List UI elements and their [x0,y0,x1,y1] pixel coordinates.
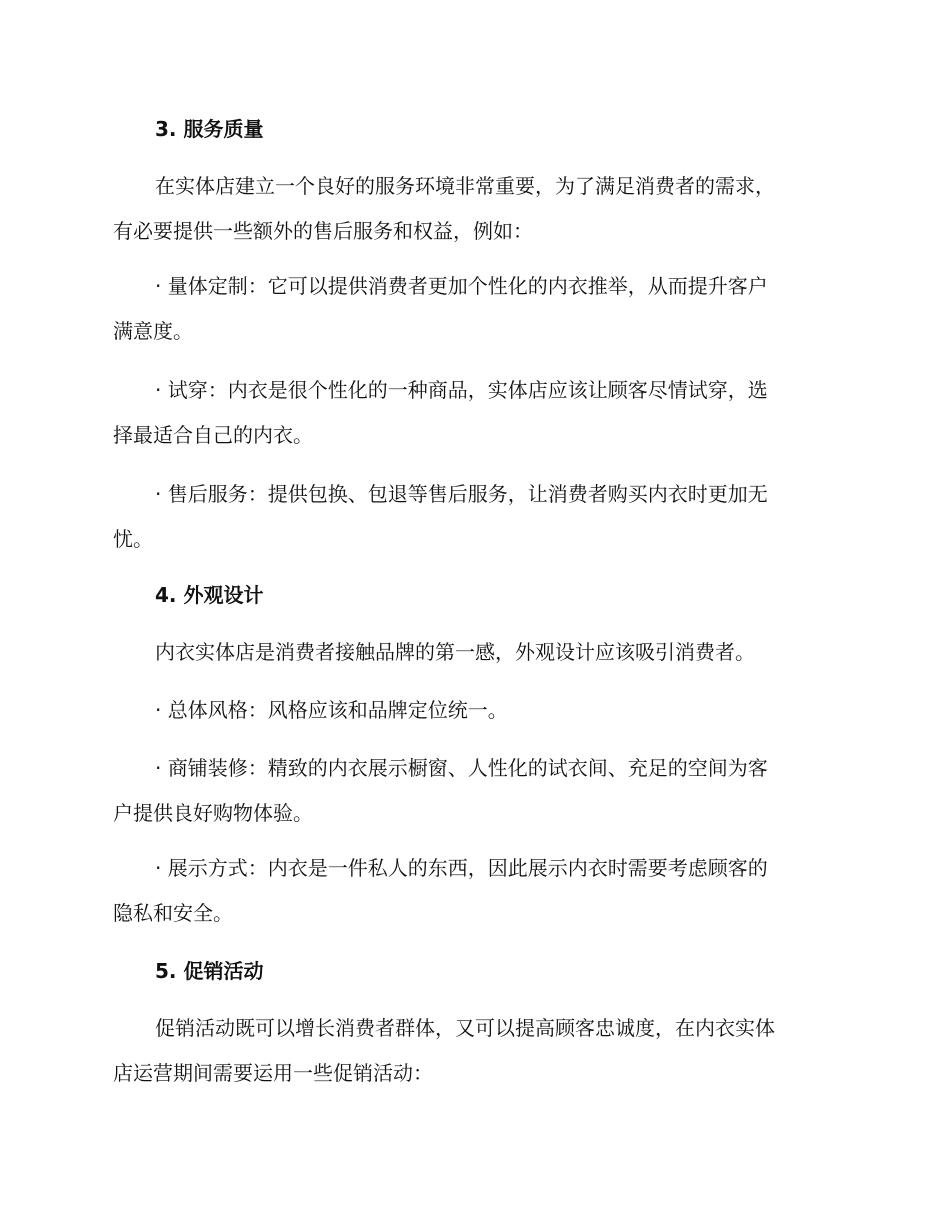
bullet-item-display-method [113,846,833,936]
paragraph-line: 有必要提供一些额外的售后服务和权益，例如： [113,219,533,243]
paragraph-line: 促销活动既可以增长消费者群体，又可以提高顾客忠诚度，在内衣实体 [155,1016,775,1040]
bullet-item-overall-style [113,688,833,733]
paragraph-line: 店运营期间需要运用一些促销活动： [113,1061,433,1085]
paragraph [113,1006,833,1096]
bullet-item-after-sales [113,472,833,562]
paragraph-line: 满意度。 [113,319,193,343]
bullet-item-try-on [113,368,833,458]
paragraph-line: · 商铺装修：精致的内衣展示橱窗、人性化的试衣间、充足的空间为客 [155,756,768,780]
paragraph [113,630,833,675]
paragraph-line: · 展示方式：内衣是一件私人的东西，因此展示内衣时需要考虑顾客的 [155,856,768,880]
paragraph-line: 内衣实体店是消费者接触品牌的第一感，外观设计应该吸引消费者。 [155,640,755,664]
paragraph-line: 户提供良好购物体验。 [113,801,313,825]
paragraph [113,164,833,254]
paragraph-line: 在实体店建立一个良好的服务环境非常重要，为了满足消费者的需求， [155,174,775,198]
paragraph-line: · 总体风格：风格应该和品牌定位统一。 [155,698,508,722]
section-heading-exterior-design: 4. 外观设计 [155,583,264,607]
paragraph-line: 忧。 [113,527,153,551]
paragraph-line: · 量体定制：它可以提供消费者更加个性化的内衣推举，从而提升客户 [155,274,768,298]
section-heading-promotions: 5. 促销活动 [155,959,264,983]
paragraph-line: 隐私和安全。 [113,901,233,925]
paragraph-line: · 售后服务：提供包换、包退等售后服务，让消费者购买内衣时更加无 [155,482,768,506]
bullet-item-store-decoration [113,746,833,836]
paragraph-line: · 试穿：内衣是很个性化的一种商品，实体店应该让顾客尽情试穿，选 [155,378,768,402]
section-heading-service-quality: 3. 服务质量 [155,117,264,141]
bullet-item-custom-fit [113,264,833,354]
paragraph-line: 择最适合自己的内衣。 [113,423,313,447]
